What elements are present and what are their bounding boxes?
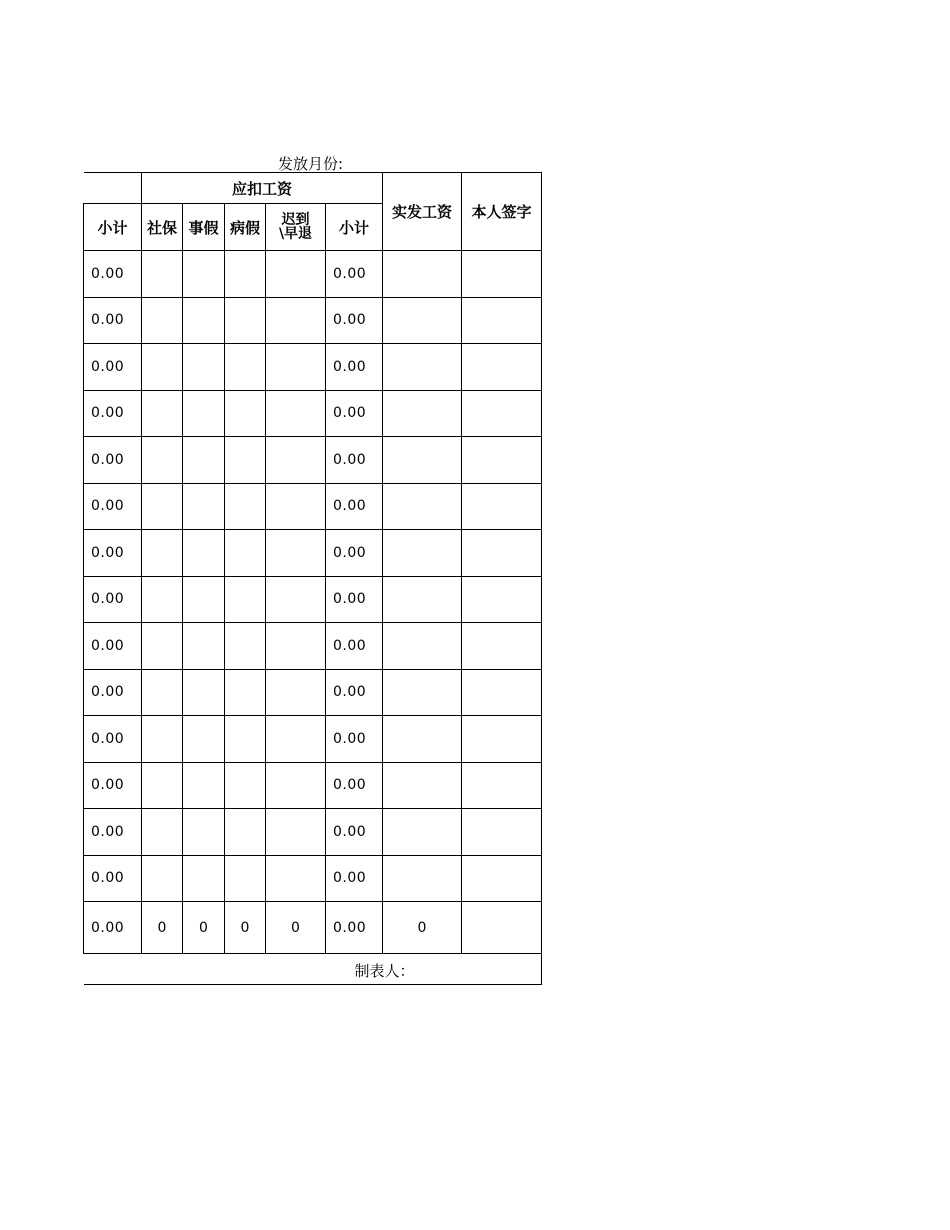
signature-cell [462, 344, 542, 391]
subtotal-left-cell: 0.00 [84, 809, 142, 856]
table-row [84, 483, 542, 530]
social-security-cell [142, 530, 183, 577]
late-early-header-line1: 迟到 [281, 212, 310, 228]
net-pay-cell [383, 483, 462, 530]
personal-leave-cell [183, 855, 225, 902]
table-row [84, 344, 542, 391]
total-social-security: 0 [142, 902, 183, 954]
table-row [84, 530, 542, 577]
net-pay-cell [383, 530, 462, 577]
subtotal-right-cell: 0.00 [326, 576, 383, 623]
subtotal-left-cell: 0.00 [84, 716, 142, 763]
table-row [84, 809, 542, 856]
late-early-cell [266, 809, 326, 856]
total-subtotal-right: 0.00 [326, 902, 383, 954]
social-security-cell [142, 483, 183, 530]
total-late-early: 0 [266, 902, 326, 954]
footer-row [84, 954, 542, 985]
subtotal-left-cell: 0.00 [84, 297, 142, 344]
subtotal-right-cell: 0.00 [326, 390, 383, 437]
late-early-cell [266, 483, 326, 530]
subtotal-left-cell: 0.00 [84, 669, 142, 716]
table-row [84, 623, 542, 670]
signature-header: 本人签字 [462, 173, 542, 251]
preparer-label: 制表人： [354, 962, 415, 980]
late-early-cell [266, 390, 326, 437]
sick-leave-cell [225, 297, 266, 344]
personal-leave-cell [183, 623, 225, 670]
late-early-header-line2: \早退 [278, 226, 313, 242]
sick-leave-cell [225, 762, 266, 809]
signature-cell [462, 669, 542, 716]
social-security-cell [142, 437, 183, 484]
table-row [84, 390, 542, 437]
table-row [84, 716, 542, 763]
social-security-cell [142, 251, 183, 298]
subtotal-left-cell: 0.00 [84, 483, 142, 530]
late-early-cell [266, 297, 326, 344]
deductions-group-header: 应扣工资 [142, 173, 383, 204]
signature-cell [462, 809, 542, 856]
subtotal-left-cell: 0.00 [84, 437, 142, 484]
signature-cell [462, 251, 542, 298]
late-early-cell [266, 344, 326, 391]
sick-leave-cell [225, 390, 266, 437]
personal-leave-cell [183, 344, 225, 391]
subtotal-right-cell: 0.00 [326, 437, 383, 484]
sick-leave-cell [225, 530, 266, 577]
table-row [84, 251, 542, 298]
table-row [84, 437, 542, 484]
social-security-cell [142, 809, 183, 856]
issue-month-label: 发放月份: [278, 155, 344, 173]
personal-leave-cell [183, 483, 225, 530]
header-row-1 [84, 173, 542, 204]
sick-leave-cell [225, 716, 266, 763]
signature-cell [462, 716, 542, 763]
subtotal-right-header: 小计 [326, 204, 383, 251]
subtotal-left-cell: 0.00 [84, 623, 142, 670]
payroll-table [83, 172, 542, 985]
late-early-cell [266, 762, 326, 809]
net-pay-cell [383, 437, 462, 484]
net-pay-cell [383, 297, 462, 344]
table-row [84, 762, 542, 809]
subtotal-left-header: 小计 [84, 204, 142, 251]
subtotal-left-cell: 0.00 [84, 762, 142, 809]
net-pay-cell [383, 716, 462, 763]
subtotal-right-cell: 0.00 [326, 716, 383, 763]
table-row [84, 855, 542, 902]
subtotal-left-cell: 0.00 [84, 530, 142, 577]
net-pay-cell [383, 855, 462, 902]
total-subtotal-left: 0.00 [84, 902, 142, 954]
net-pay-cell [383, 390, 462, 437]
social-security-header: 社保 [142, 204, 183, 251]
personal-leave-cell [183, 297, 225, 344]
sick-leave-cell [225, 855, 266, 902]
late-early-cell [266, 669, 326, 716]
signature-cell [462, 483, 542, 530]
personal-leave-cell [183, 576, 225, 623]
late-early-cell [266, 530, 326, 577]
late-early-header [266, 204, 326, 251]
late-early-cell [266, 716, 326, 763]
sick-leave-cell [225, 483, 266, 530]
totals-row [84, 902, 542, 954]
net-pay-cell [383, 251, 462, 298]
subtotal-right-cell: 0.00 [326, 483, 383, 530]
net-pay-cell [383, 576, 462, 623]
late-early-cell [266, 437, 326, 484]
subtotal-right-cell: 0.00 [326, 251, 383, 298]
signature-cell [462, 297, 542, 344]
signature-cell [462, 762, 542, 809]
personal-leave-cell [183, 437, 225, 484]
net-pay-cell [383, 344, 462, 391]
subtotal-right-cell: 0.00 [326, 669, 383, 716]
table-row [84, 669, 542, 716]
personal-leave-cell [183, 716, 225, 763]
social-security-cell [142, 623, 183, 670]
subtotal-right-cell: 0.00 [326, 809, 383, 856]
sick-leave-cell [225, 344, 266, 391]
sick-leave-cell [225, 437, 266, 484]
table-row [84, 297, 542, 344]
net-pay-cell [383, 809, 462, 856]
social-security-cell [142, 669, 183, 716]
total-net-pay: 0 [383, 902, 462, 954]
subtotal-left-cell: 0.00 [84, 855, 142, 902]
subtotal-right-cell: 0.00 [326, 530, 383, 577]
personal-leave-cell [183, 530, 225, 577]
signature-cell [462, 390, 542, 437]
blank-header-cell [84, 173, 142, 204]
social-security-cell [142, 390, 183, 437]
sick-leave-cell [225, 809, 266, 856]
signature-cell [462, 623, 542, 670]
late-early-cell [266, 576, 326, 623]
subtotal-left-cell: 0.00 [84, 390, 142, 437]
total-personal-leave: 0 [183, 902, 225, 954]
sick-leave-cell [225, 669, 266, 716]
subtotal-right-cell: 0.00 [326, 297, 383, 344]
subtotal-left-cell: 0.00 [84, 344, 142, 391]
footer-cell [84, 954, 542, 985]
net-pay-cell [383, 623, 462, 670]
signature-cell [462, 855, 542, 902]
net-pay-header: 实发工资 [383, 173, 462, 251]
net-pay-cell [383, 669, 462, 716]
personal-leave-cell [183, 762, 225, 809]
social-security-cell [142, 855, 183, 902]
personal-leave-cell [183, 669, 225, 716]
late-early-cell [266, 251, 326, 298]
table-row [84, 576, 542, 623]
late-early-cell [266, 623, 326, 670]
sick-leave-cell [225, 576, 266, 623]
signature-cell [462, 576, 542, 623]
subtotal-right-cell: 0.00 [326, 344, 383, 391]
sick-leave-cell [225, 251, 266, 298]
subtotal-left-cell: 0.00 [84, 576, 142, 623]
late-early-cell [266, 855, 326, 902]
subtotal-right-cell: 0.00 [326, 855, 383, 902]
net-pay-cell [383, 762, 462, 809]
total-sick-leave: 0 [225, 902, 266, 954]
social-security-cell [142, 344, 183, 391]
personal-leave-cell [183, 390, 225, 437]
sick-leave-header: 病假 [225, 204, 266, 251]
signature-cell [462, 437, 542, 484]
social-security-cell [142, 297, 183, 344]
social-security-cell [142, 716, 183, 763]
total-signature [462, 902, 542, 954]
personal-leave-cell [183, 809, 225, 856]
personal-leave-cell [183, 251, 225, 298]
sick-leave-cell [225, 623, 266, 670]
social-security-cell [142, 762, 183, 809]
personal-leave-header: 事假 [183, 204, 225, 251]
subtotal-right-cell: 0.00 [326, 762, 383, 809]
subtotal-left-cell: 0.00 [84, 251, 142, 298]
subtotal-right-cell: 0.00 [326, 623, 383, 670]
social-security-cell [142, 576, 183, 623]
signature-cell [462, 530, 542, 577]
